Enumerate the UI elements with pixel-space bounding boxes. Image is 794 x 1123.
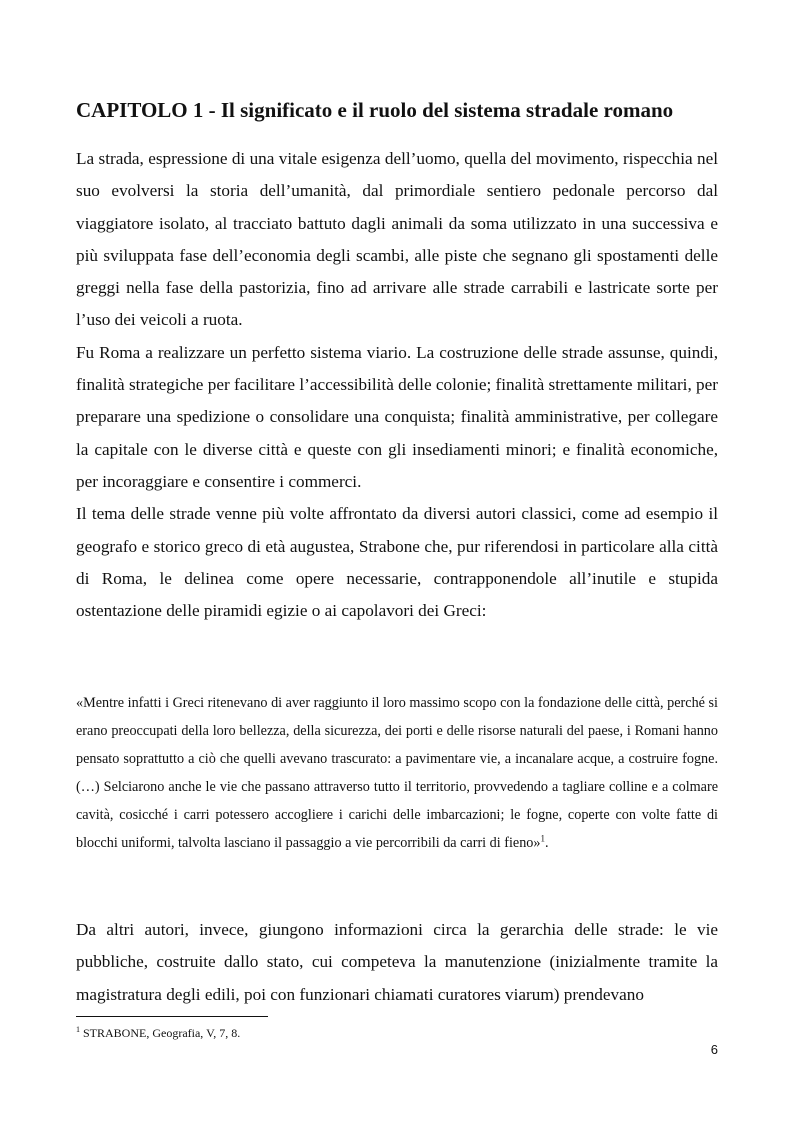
footnote xyxy=(76,1025,240,1041)
body-text xyxy=(76,143,718,627)
paragraph: Il tema delle strade venne più volte affrontato da diversi autori classici, come ad esempio il geografo e storico greco di età augustea, Strabone che, pur riferendosi in particolare alla città di Roma, le delinea come opere necessarie, contrapponendole all’inutile e stupida ostentazione delle piramidi egizie o ai capolavori dei Greci: xyxy=(76,504,718,621)
quote-text: «Mentre infatti i Greci ritenevano di aver raggiunto il loro massimo scopo con la fondazione delle città, perché si erano preoccupati della loro bellezza, della sicurezza, dei porti e delle risorse naturali del paese, i Romani hanno pensato soprattutto a ciò che quelli avevano trascurato: a pavimentare vie, a incanalare acque, a costruire fogne. (…) Selciarono anche le vie che passano attraverso tutto il territorio, provvedendo a tagliare colline e a colmare cavità, cosicché i carri potessero accogliere i carichi delle imbarcazioni; le fogne, coperte con volte fatte di blocchi uniformi, talvolta lasciano il passaggio a vie percorribili da carri di fieno» xyxy=(76,695,718,851)
document-page xyxy=(76,0,718,1123)
closing-paragraph: Da altri autori, invece, giungono informazioni circa la gerarchia delle strade: le vie pubbliche, costruite dallo stato, cui competeva la manutenzione (inizialmente tramite la magistratura degli edili, poi con funzionari chiamati curatores viarum) prendevano xyxy=(76,920,718,1004)
chapter-title: CAPITOLO 1 - Il significato e il ruolo del sistema stradale romano xyxy=(76,98,674,122)
quote-end: . xyxy=(545,834,549,851)
footnote-number: 1 xyxy=(76,1025,80,1034)
paragraph: La strada, espressione di una vitale esigenza dell’uomo, quella del movimento, rispecchia nel suo evolversi la storia dell’umanità, dal primordiale sentiero pedonale percorso dal viaggiatore isolato, al tracciato battuto dagli animali da soma utilizzato in una successiva e più sviluppata fase dell’economia degli scambi, alle piste che segnano gli spostamenti delle greggi nella fase della pastorizia, fino ad arrivare alle strade carrabili e lastricate sorte per l’uso dei veicoli a ruota. xyxy=(76,149,718,330)
footnote-divider xyxy=(76,1016,268,1017)
paragraph: Fu Roma a realizzare un perfetto sistema viario. La costruzione delle strade assunse, quindi, finalità strategiche per facilitare l’accessibilità delle colonie; finalità strettamente militari, per preparare una spedizione o consolidare una conquista; finalità amministrative, per collegare la capitale con le diverse città e queste con gli insediamenti minori; e finalità economiche, per incoraggiare e consentire i commerci. xyxy=(76,342,718,491)
footnote-reference[interactable]: 1 xyxy=(540,832,545,843)
footnote-text: STRABONE, Geografia, V, 7, 8. xyxy=(80,1026,241,1040)
block-quote xyxy=(76,690,718,857)
page-number: 6 xyxy=(710,1042,718,1057)
